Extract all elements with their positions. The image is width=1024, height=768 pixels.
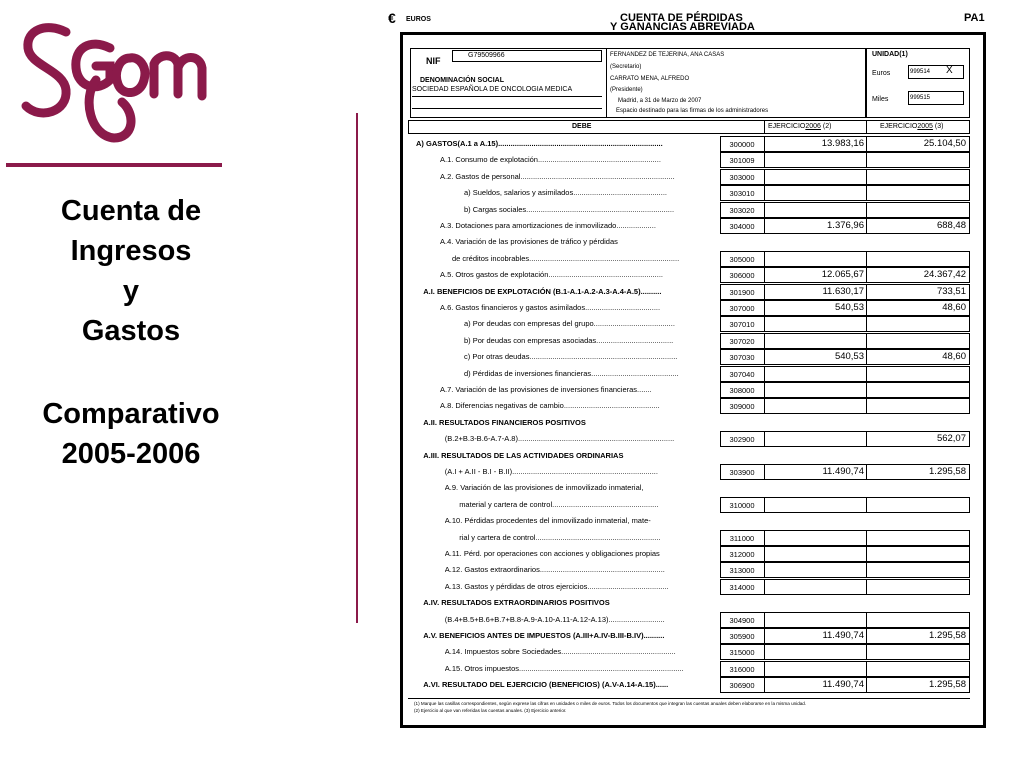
row-code: 313000: [729, 566, 755, 576]
value-2006: 13.983,16: [821, 138, 864, 149]
table-row: [408, 497, 970, 513]
row-code: 303020: [729, 205, 755, 215]
cell-divider: [764, 399, 765, 413]
cell-divider: [866, 547, 867, 561]
logo-divider: [6, 163, 222, 167]
row-cells: [720, 366, 970, 382]
value-2005: 1.295,58: [929, 466, 966, 477]
unit-miles-label: Miles: [872, 96, 889, 103]
title-line: Gastos: [81, 315, 181, 347]
sign-place: Madrid, a 31 de Marzo de 2007: [618, 98, 702, 104]
row-label: A.V. BENEFICIOS ANTES DE IMPUESTOS (A.III+A.IV-B.III-B.IV)..........: [423, 631, 665, 640]
cell-divider: [866, 563, 867, 577]
cell-divider: [866, 383, 867, 397]
row-code: 311000: [729, 533, 755, 543]
cell-divider: [764, 613, 765, 627]
row-code: 305000: [729, 254, 755, 264]
table-row: [408, 530, 970, 546]
row-cells: [720, 333, 970, 349]
cell-divider: [866, 613, 867, 627]
row-label: A.14. Impuestos sobre Sociedades.......................................................: [444, 647, 676, 657]
cell-divider: [764, 367, 765, 381]
form-title-line2: Y GANANCIAS ABREVIADA: [610, 21, 755, 33]
row-cells: [720, 546, 970, 562]
table-row: [408, 513, 970, 529]
table-row: [408, 349, 970, 365]
row-code: 307040: [729, 369, 755, 379]
row-label: (B.4+B.5+B.6+B.7+B.8-A.9-A.10-A.11-A.12-A.13)...........................: [444, 614, 665, 624]
row-cells: [720, 644, 970, 660]
value-2005: 25.104,50: [923, 138, 966, 149]
nif-value: G79509966: [468, 52, 505, 59]
row-label: A.III. RESULTADOS DE LAS ACTIVIDADES ORDINARIAS: [423, 450, 624, 460]
cell-divider: [866, 531, 867, 545]
cell-divider: [866, 645, 867, 659]
cell-divider: [866, 580, 867, 594]
row-code: 301009: [729, 156, 755, 166]
row-code: 308000: [729, 386, 755, 395]
cell-divider: [764, 498, 765, 512]
cell-divider: [764, 531, 765, 545]
row-cells: [720, 316, 970, 332]
row-cells: [720, 579, 970, 595]
header-divider: [764, 120, 765, 134]
year-2005-header: EJERCICIO2005 (3): [880, 123, 944, 130]
vertical-divider: [356, 113, 358, 623]
row-label: A.IV. RESULTADOS EXTRAORDINARIOS POSITIVOS: [423, 598, 610, 608]
row-code: 301900: [729, 287, 755, 297]
row-label: A.9. Variación de las provisiones de inmovilizado inmaterial,: [444, 483, 644, 493]
row-cells: [720, 612, 970, 628]
table-row: [408, 480, 970, 496]
row-label: a) Sueldos, salarios y asimilados.............................................: [464, 188, 667, 198]
row-cells: [720, 382, 970, 398]
cell-divider: [866, 367, 867, 381]
checkbox-x-mark: X: [946, 65, 953, 76]
table-row: [408, 677, 970, 693]
row-code: 310000: [729, 500, 755, 510]
row-code: 303010: [729, 189, 755, 199]
table-row: [408, 284, 970, 300]
euro-icon: €: [388, 10, 396, 26]
row-cells: [720, 398, 970, 414]
subtitle-line: 2005-2006: [61, 438, 201, 470]
row-code: 302900: [729, 435, 755, 445]
row-label: A.3. Dotaciones para amortizaciones de inmovilizado...................: [440, 221, 656, 230]
title-line: y: [122, 275, 140, 307]
row-label: A.5. Otros gastos de explotación.......................................................: [440, 270, 664, 280]
signer2-role: (Presidente): [610, 87, 643, 93]
value-2005: 1.295,58: [929, 630, 966, 641]
cell-divider: [764, 547, 765, 561]
value-2006: 11.490,74: [822, 630, 864, 641]
cell-divider: [764, 662, 765, 676]
row-code: 303000: [729, 172, 755, 182]
cell-divider: [866, 170, 867, 184]
row-code: 305900: [729, 632, 755, 641]
cell-divider: [764, 252, 765, 266]
row-code: 312000: [729, 550, 755, 559]
row-code: 314000: [729, 582, 755, 592]
value-2005: 1.295,58: [929, 679, 966, 691]
table-row: [408, 185, 970, 201]
header-divider: [606, 48, 607, 118]
row-label: A.1. Consumo de explotación...........................................................: [440, 155, 661, 165]
row-label: material y cartera de control...................................................: [459, 499, 659, 509]
denom-value: SOCIEDAD ESPAÑOLA DE ONCOLOGIA MEDICA: [412, 86, 573, 93]
row-cells: [720, 152, 970, 168]
row-code: 307010: [729, 320, 755, 330]
row-label: A.2. Gastos de personal..........................................................................: [440, 171, 675, 181]
table-row: [408, 431, 970, 447]
nif-label: NIF: [426, 56, 441, 66]
row-code: 303900: [729, 468, 755, 477]
cell-divider: [764, 580, 765, 594]
sgon-monogram-logo: [18, 18, 208, 153]
title-line: Ingresos: [70, 235, 192, 267]
row-code: 304000: [729, 222, 755, 231]
table-row: [408, 136, 970, 152]
value-2006: 1.376,96: [827, 220, 864, 231]
value-2006: 540,53: [834, 302, 864, 313]
table-row: [408, 644, 970, 660]
row-cells: [720, 185, 970, 201]
row-label: (A.I + A.II - B.I - B.II)......................................................................: [444, 467, 658, 476]
value-2006: 12.065,67: [821, 269, 864, 281]
table-row: [408, 464, 970, 480]
row-label: A.6. Gastos financieros y gastos asimilados....................................: [440, 303, 661, 312]
row-label: A.12. Gastos extraordinarios............................................................: [444, 565, 665, 575]
footnote-1: (1) Marque las casillas correspondientes, según exprese las cifras en unidades o miles de euros. Todos los documentos que integran las cuentas anuales deben elaborarse en la misma unidad.: [414, 701, 807, 706]
sign-note: Espacio destinado para las firmas de los administradores: [616, 108, 769, 114]
row-label: d) Pérdidas de inversiones financieras..........................................: [464, 368, 679, 378]
cell-divider: [764, 563, 765, 577]
row-label: A.I. BENEFICIOS DE EXPLOTACIÓN (B.1-A.1-A.2-A.3-A.4-A.5)..........: [423, 286, 662, 296]
row-label: A.7. Variación de las provisiones de inversiones financieras.......: [440, 385, 652, 394]
table-row: [408, 152, 970, 168]
title-line: Cuenta de: [60, 195, 202, 227]
cell-divider: [866, 498, 867, 512]
table-row: [408, 562, 970, 578]
value-2006: 540,53: [834, 351, 864, 363]
row-cells: [720, 169, 970, 185]
row-code: 307020: [729, 336, 755, 346]
unit-euros-code: 999514: [910, 69, 931, 75]
year-2006-header: EJERCICIO2006 (2): [768, 123, 832, 130]
denom-label: DENOMINACIÓN SOCIAL: [420, 77, 504, 84]
row-label: A.13. Gastos y pérdidas de otros ejercicios.......................................: [444, 581, 669, 591]
cell-divider: [764, 317, 765, 331]
cell-divider: [764, 203, 765, 217]
header-divider: [866, 120, 867, 134]
table-row: [408, 448, 970, 464]
table-row: [408, 169, 970, 185]
cell-divider: [764, 170, 765, 184]
table-row: [408, 612, 970, 628]
cell-divider: [866, 662, 867, 676]
page-code: PA1: [964, 12, 985, 24]
row-label: rial y cartera de control............................................................: [459, 532, 661, 542]
value-2005: 48,60: [942, 302, 966, 313]
table-row: [408, 333, 970, 349]
table-row: [408, 300, 970, 316]
table-row: [408, 628, 970, 644]
signer1-name: FERNANDEZ DE TEJERINA, ANA CASAS: [610, 52, 725, 58]
table-row: [408, 267, 970, 283]
unit-miles-code: 999515: [910, 95, 931, 101]
table-row: [408, 579, 970, 595]
row-label: A.10. Pérdidas procedentes del inmovilizado inmaterial, mate-: [444, 516, 651, 526]
table-row: [408, 382, 970, 398]
row-cells: [720, 202, 970, 218]
row-code: 300000: [729, 140, 755, 149]
row-label: b) Por deudas con empresas asociadas.....................................: [464, 335, 674, 345]
cell-divider: [764, 383, 765, 397]
cell-divider: [866, 317, 867, 331]
table-row: [408, 202, 970, 218]
row-code: 315000: [729, 648, 755, 658]
cell-divider: [764, 645, 765, 659]
denom-underline: [412, 108, 602, 109]
value-2005: 24.367,42: [923, 269, 966, 281]
row-label: A) GASTOS(A.1 a A.15)...............................................................................: [416, 139, 663, 148]
row-label: A.15. Otros impuestos...............................................................................: [444, 663, 684, 673]
financial-form-sheet: [388, 12, 994, 734]
unit-label: UNIDAD(1): [872, 51, 908, 58]
cell-divider: [866, 153, 867, 167]
row-label: A.8. Diferencias negativas de cambio..............................................: [440, 401, 660, 411]
cell-divider: [866, 334, 867, 348]
footnote-2: (2) Ejercicio al que van referidas las cuentas anuales. (3) Ejercicio anterior.: [414, 708, 567, 713]
cell-divider: [764, 334, 765, 348]
row-label: b) Cargas sociales.......................................................................: [464, 204, 675, 214]
signer2-name: CARRATO MENA, ALFREDO: [610, 76, 690, 82]
row-cells: [720, 251, 970, 267]
row-label: A.II. RESULTADOS FINANCIEROS POSITIVOS: [423, 417, 586, 427]
currency-label: EUROS: [406, 16, 431, 23]
table-row: [408, 595, 970, 611]
row-cells: [720, 661, 970, 677]
table-row: [408, 316, 970, 332]
unit-euros-label: Euros: [872, 70, 891, 77]
value-2006: 11.490,74: [822, 679, 864, 691]
row-code: 306000: [729, 271, 755, 281]
value-2005: 48,60: [942, 351, 966, 363]
subtitle-line: Comparativo: [42, 398, 220, 430]
table-row: [408, 546, 970, 562]
table-row: [408, 661, 970, 677]
row-code: 316000: [729, 664, 755, 674]
row-cells: [720, 497, 970, 513]
row-cells: [720, 562, 970, 578]
row-code: 307000: [729, 304, 755, 313]
row-label: de créditos incobrables........................................................................: [452, 253, 680, 263]
row-code: 307030: [729, 353, 755, 363]
row-label: A.VI. RESULTADO DEL EJERCICIO (BENEFICIOS) (A.V-A.14-A.15)......: [423, 680, 669, 690]
row-label: (B.2+B.3-B.6-A.7-A.8)...........................................................................: [444, 434, 675, 444]
row-label: c) Por otras deudas.......................................................................: [464, 352, 678, 362]
table-row: [408, 234, 970, 250]
row-code: 309000: [729, 402, 755, 412]
row-cells: [720, 530, 970, 546]
cell-divider: [764, 153, 765, 167]
table-row: [408, 251, 970, 267]
row-code: 304900: [729, 615, 755, 625]
cell-divider: [764, 186, 765, 200]
row-label: A.4. Variación de las provisiones de tráfico y pérdidas: [440, 237, 618, 247]
table-row: [408, 398, 970, 414]
row-label: A.11. Pérd. por operaciones con acciones y obligaciones propias: [444, 549, 660, 558]
value-2006: 11.630,17: [822, 285, 864, 297]
cell-divider: [866, 203, 867, 217]
cell-divider: [764, 432, 765, 446]
cell-divider: [866, 186, 867, 200]
cell-divider: [866, 399, 867, 413]
table-row: [408, 366, 970, 382]
value-2006: 11.490,74: [822, 466, 864, 477]
cell-divider: [866, 252, 867, 266]
debe-label: DEBE: [572, 123, 592, 130]
row-label: a) Por deudas con empresas del grupo.......................................: [464, 319, 675, 329]
form-title-line1: CUENTA DE PÉRDIDAS: [620, 12, 743, 24]
row-code: 306900: [729, 681, 755, 691]
value-2005: 688,48: [936, 220, 966, 231]
signer1-role: (Secretario): [610, 64, 642, 70]
value-2005: 733,51: [936, 285, 966, 297]
table-row: [408, 218, 970, 234]
footnote-rule: [408, 698, 970, 699]
table-row: [408, 415, 970, 431]
value-2005: 562,07: [936, 433, 966, 445]
denom-underline: [412, 96, 602, 97]
